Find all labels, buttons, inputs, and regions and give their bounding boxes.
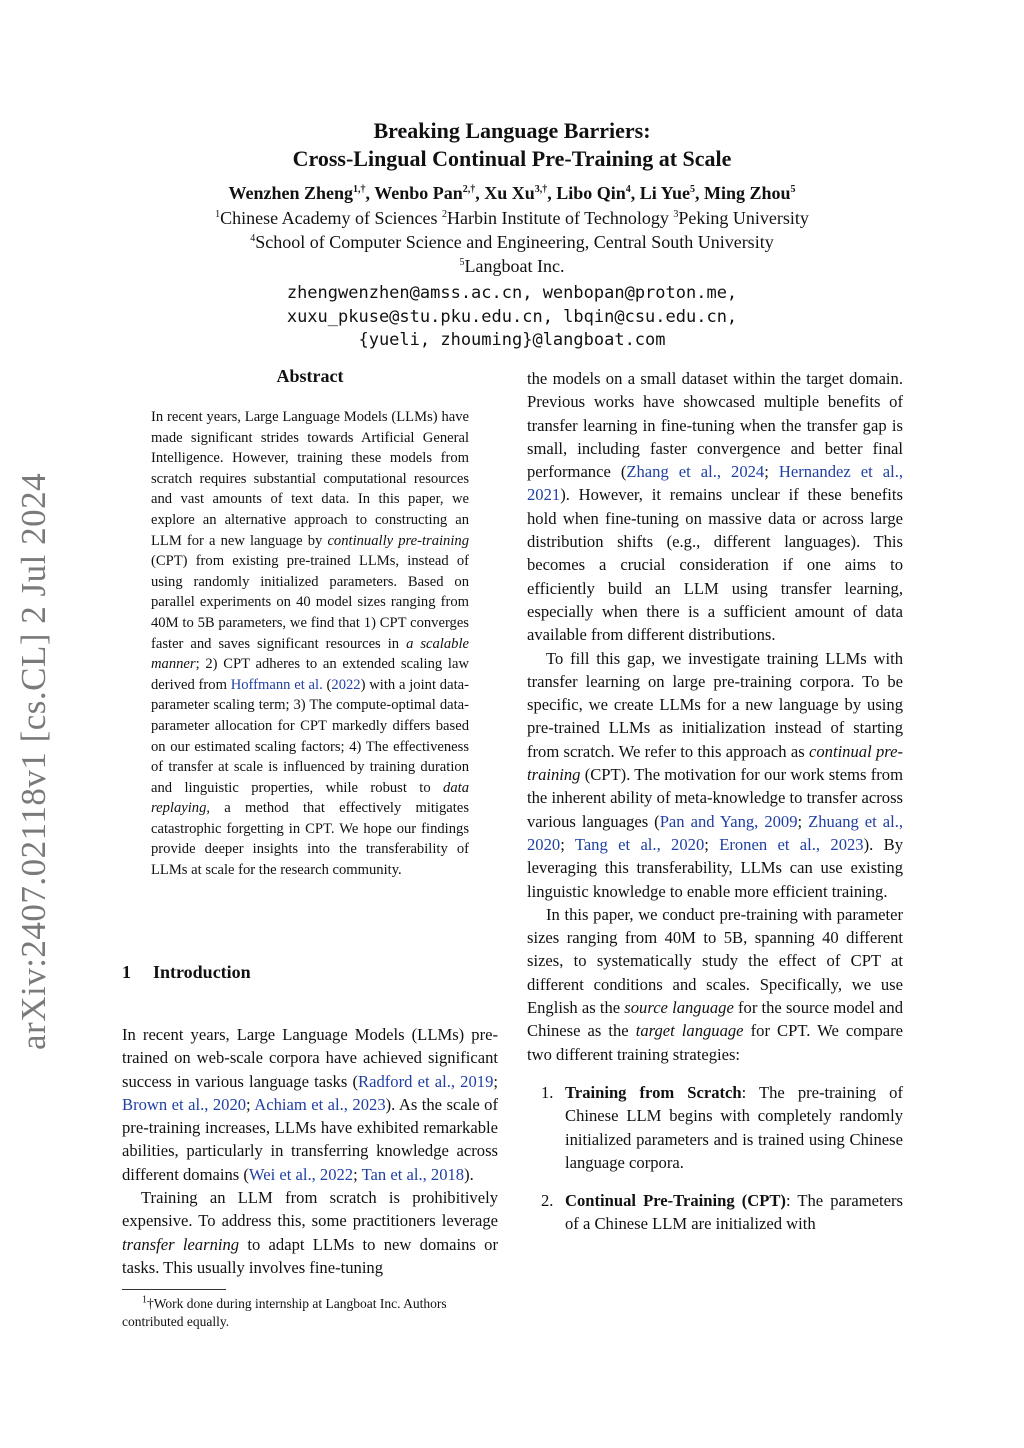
- citation-link[interactable]: Radford et al., 2019: [358, 1071, 494, 1091]
- paper-title-line-2: Cross-Lingual Continual Pre-Training at Scale: [292, 146, 732, 171]
- author: Li Yue$^5$,: [639, 183, 704, 203]
- section-heading-introduction: 1 Introduction: [122, 962, 251, 982]
- author: Wenbo Pan$^{2,\dagger}$,: [374, 183, 485, 203]
- list-item: 1. Training from Scratch: The pre-training of Chinese LLM begins with completely randomly initialized parameters and is trained using Chinese language corpora.: [541, 1082, 904, 1172]
- affiliation-line-1: $^1$Chinese Academy of Sciences $^2$Harbin Institute of Technology $^3$Peking University: [215, 208, 809, 228]
- citation-link[interactable]: Zhuang et al., 2020: [527, 811, 904, 854]
- author: Ming Zhou$^5$: [703, 183, 796, 203]
- intro-paragraph-4: To fill this gap, we investigate training LLMs with transfer learning on large pre-training corpora. To be specific, we create LLMs for a new language by using pre-trained LLMs as initialization instead of starting from scratch. We refer to this approach as continual pre-training (CPT). The motivation for our work stems from the inherent ability of meta-knowledge to transfer across various languages (Pan and Yang, 2009; Zhuang et al., 2020; Tang et al., 2020; Eronen et al., 2023). By leveraging this transferability, LLMs can use existing linguistic knowledge to enable more efficient training.: [527, 648, 904, 901]
- citation-link[interactable]: Wei et al., 2022: [248, 1164, 354, 1184]
- citation-link[interactable]: 2022: [331, 676, 361, 693]
- author: Libo Qin$^4$,: [556, 183, 640, 203]
- intro-paragraph-5: In this paper, we conduct pre-training with parameter sizes ranging from 40M to 5B, spanning 40 different sizes, to systematically study the effect of CPT at different conditions and scales. Specifically, we use English as the source language for the source model and Chinese as the target language for CPT. We compare two different training strategies:: [527, 904, 904, 1064]
- author: Xu $Xu^{3,\dagger}$,: [484, 183, 557, 203]
- email-line-1: zhengwenzhen@amss.ac.cn, wenbopan@proton.me,: [286, 283, 738, 303]
- author-list: [0, 183, 1024, 204]
- affiliation-line-2: $^4$School of Computer Science and Engineering, Central South University: [250, 232, 774, 252]
- list-item: 2. Continual Pre-Training (CPT): The parameters of a Chinese LLM are initialized with: [541, 1191, 903, 1234]
- citation-link[interactable]: Eronen et al., 2023: [719, 834, 864, 854]
- arxiv-identifier-stamp: arXiv:2407.02118v1 [cs.CL] 2 Jul 2024: [14, 472, 53, 1050]
- intro-paragraph-1: In recent years, Large Language Models (LLMs) pre-trained on web-scale corpora have achieved significant success in various language tasks (Radford et al., 2019; Brown et al., 2020; Achiam et al., 2023). As the scale of pre-training increases, LLMs have exhibited remarkable abilities, particularly in transferring knowledge across different domains (Wei et al., 2022; Tan et al., 2018).: [122, 1025, 498, 1184]
- email-line-2: xuxu_pkuse@stu.pku.edu.cn, lbqin@csu.edu.cn,: [286, 307, 738, 327]
- citation-link[interactable]: Tang et al., 2020: [574, 834, 705, 854]
- author: Wenzhen Zheng$^{1,\dagger}$,: [228, 183, 375, 203]
- citation-link[interactable]: Zhang et al., 2024: [626, 462, 765, 482]
- footnote-divider: [122, 1289, 226, 1290]
- left-column-body: [122, 1023, 498, 1279]
- abstract-heading: Abstract: [276, 366, 344, 386]
- citation-link[interactable]: Pan and Yang, 2009: [659, 811, 798, 831]
- intro-paragraph-2: Training an LLM from scratch is prohibitively expensive. To address this, some practitioners leverage transfer learning to adapt LLMs to new domains or tasks. This usually involves fine-tuning: [122, 1188, 498, 1277]
- intro-paragraph-3: the models on a small dataset within the target domain. Previous works have showcased multiple benefits of transfer learning in fine-tuning when the transfer gap is small, including faster convergence and better final performance (Zhang et al., 2024; Hernandez et al., 2021). However, it remains unclear if these benefits hold when fine-tuning on massive data or across large distribution shifts (e.g., different languages). This becomes a crucial consideration if one aims to efficiently build an LLM using transfer learning, especially when there is a sufficient amount of data available from different distributions.: [527, 369, 903, 645]
- paper-title-line-1: Breaking Language Barriers:: [373, 118, 651, 143]
- footnote: $^1$†Work done during internship at Langboat Inc. Authors contributed equally.: [122, 1294, 447, 1329]
- citation-link[interactable]: Hernandez et al., 2021: [527, 462, 903, 505]
- right-column-body: [527, 367, 903, 1236]
- abstract-body: In recent years, Large Language Models (LLMs) have made significant strides towards Artificial General Intelligence. However, training these models from scratch requires substantial computational resources and vast amounts of text data. In this paper, we explore an alternative approach to constructing an LLM for a new language by continually pre-training (CPT) from existing pre-trained LLMs, instead of using randomly initialized parameters. Based on parallel experiments on 40 model sizes ranging from 40M to 5B parameters, we find that 1) CPT converges faster and saves significant resources in a scalable manner; 2) CPT adheres to an extended scaling law derived from Hoffmann et al. (2022) with a joint data-parameter scaling term; 3) The compute-optimal data-parameter allocation for CPT markedly differs based on our estimated scaling factors; 4) The effectiveness of transfer at scale is influenced by training duration and linguistic properties, while robust to data replaying, a method that effectively mitigates catastrophic forgetting in CPT. We hope our findings provide deeper insights into the transferability of LLMs at scale for the research community.: [151, 409, 469, 879]
- citation-link[interactable]: Achiam et al., 2023: [254, 1094, 386, 1114]
- citation-link[interactable]: Tan et al., 2018: [361, 1164, 465, 1184]
- citation-link[interactable]: Hoffmann et al.: [230, 676, 323, 693]
- email-line-3: {yueli, zhouming}@langboat.com: [358, 330, 666, 350]
- citation-link[interactable]: Brown et al., 2020: [122, 1094, 247, 1114]
- affiliation-line-3: $^5$Langboat Inc.: [459, 256, 565, 276]
